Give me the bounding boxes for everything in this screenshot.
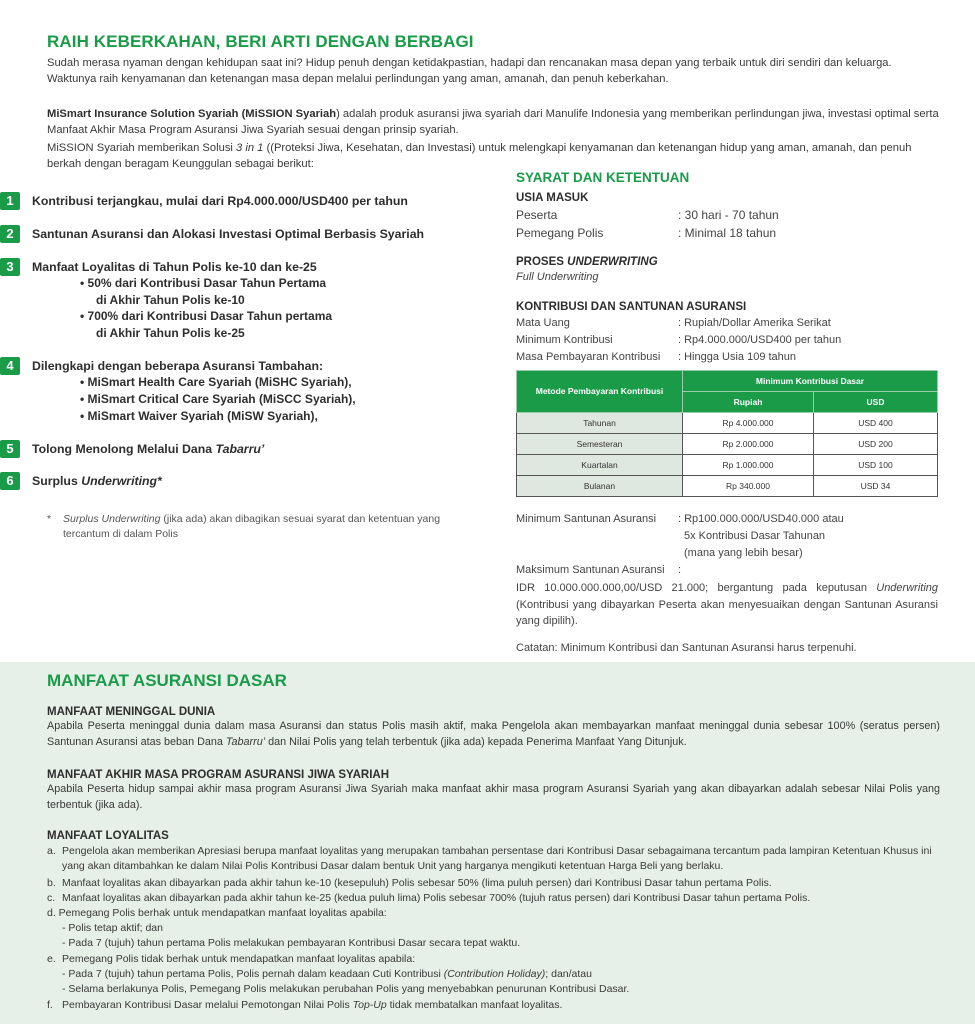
list-item: c. Manfaat loyalitas akan dibayarkan pada akhir tahun ke-25 (kedua puluh lima) Polis sebesar 700% (tujuh ratus persen) dari Kontribusi Dasar tahun pertama Polis. (47, 892, 811, 904)
benefit-4-sub-2: • MiSmart Critical Care Syariah (MiSCC Syariah), (80, 392, 356, 406)
usia-title: USIA MASUK (516, 192, 589, 204)
subsection-loyalitas: MANFAAT LOYALITAS (47, 830, 169, 842)
subsection-meninggal: MANFAAT MENINGGAL DUNIA (47, 706, 216, 718)
list-item: - Selama berlakunya Polis, Pemegang Polis melakukan perubahan Polis yang menyebabkan penurunan Kontribusi Dasar. (62, 983, 630, 995)
page-title: RAIH KEBERKAHAN, BERI ARTI DENGAN BERBAGI (47, 32, 474, 51)
paragraph-meninggal: Apabila Peserta meninggal dunia dalam masa Asuransi dan status Polis masih aktif, maka Pengelola akan membayarkan manfaat meninggal dunia sebesar 100% (seratus persen) Santunan Asuransi atas beban Dana Tabarru’ dan Nilai Polis yang telah terbentuk (jika ada) kepada Penerima Manfaat Yang Ditunjuk. (47, 720, 940, 748)
table-row: Semesteran Rp 2.000.000 USD 200 (517, 434, 938, 455)
footnote: * Surplus Underwriting (jika ada) akan dibagikan sesuai syarat dan ketentuan yang tercantum di dalam Polis (47, 513, 441, 541)
list-item: f. Pembayaran Kontribusi Dasar melalui Pemotongan Nilai Polis Top-Up tidak membatalkan manfaat loyalitas. (47, 999, 563, 1011)
subsection-akhir-masa: MANFAAT AKHIR MASA PROGRAM ASURANSI JIWA SYARIAH (47, 769, 390, 781)
intro-paragraph-2: MiSmart Insurance Solution Syariah (MiSSION Syariah) adalah produk asuransi jiwa syariah dari Manulife Indonesia yang memberikan perlindungan jiwa, investasi optimal serta Manfaat Akhir Masa Program Asuransi Jiwa Syariah sesuai dengan prinsip syariah. (47, 108, 939, 137)
table-row: Tahunan Rp 4.000.000 USD 400 (517, 413, 938, 434)
product-name: MiSmart Insurance Solution Syariah (MiSSION Syariah (47, 108, 337, 120)
benefit-4-sub-1: • MiSmart Health Care Syariah (MiSHC Syariah), (80, 375, 352, 389)
max-santunan-text: IDR 10.000.000.000,00/USD 21.000; bergantung pada keputusan Underwriting (Kontribusi yang dibayarkan Peserta akan menyesuaikan dengan Santunan Asuransi yang dipilih). (516, 582, 938, 627)
list-item: - Polis tetap aktif; dan (62, 922, 163, 934)
contribution-table: Metode Pembayaran Kontribusi Minimum Kontribusi Dasar Rupiah USD Tahunan Rp 4.000.000 USD 400 Semesteran Rp 2.000.000 USD 200 Kuartalan Rp 1.000.000 USD 100 Bulanan Rp 340.000 USD 34 (516, 370, 938, 497)
catatan: Catatan: Minimum Kontribusi dan Santunan Asuransi harus terpenuhi. (516, 642, 857, 654)
section-title-manfaat: MANFAAT ASURANSI DASAR (47, 671, 287, 690)
benefit-3-sub-3: • 700% dari Kontribusi Dasar Tahun pertama (80, 309, 333, 323)
list-item: - Pada 7 (tujuh) tahun pertama Polis melakukan pembayaran Kontribusi Dasar secara tepat waktu. (62, 937, 521, 949)
proses-title: PROSES UNDERWRITING (516, 256, 658, 268)
intro-paragraph-1: Sudah merasa nyaman dengan kehidupan saat ini? Hidup penuh dengan ketidakpastian, hadapi dan rencanakan masa depan yang terbaik untuk diri sendiri dan keluarga. Waktunya raih kenyamanan dan ketenangan masa depan melalui perlindungan yang aman, amanah, dan penuh keberkahan. (47, 57, 892, 86)
benefit-3-sub-4: di Akhir Tahun Polis ke-25 (96, 326, 245, 340)
table-row: Bulanan Rp 340.000 USD 34 (517, 476, 938, 497)
paragraph-akhir-masa: Apabila Peserta hidup sampai akhir masa program Asuransi Jiwa Syariah maka manfaat akhir masa program Asuransi Syariah yang akan dibayarkan adalah sebesar Nilai Polis yang terbentuk (jika ada). (47, 783, 940, 811)
list-item: b. Manfaat loyalitas akan dibayarkan pada akhir tahun ke-10 (kesepuluh) Polis sebesar 50% (lima puluh persen) dari Kontribusi Dasar tahun pertama Polis. (47, 877, 772, 889)
intro-paragraph-3: MiSSION Syariah memberikan Solusi 3 in 1 ((Proteksi Jiwa, Kesehatan, dan Investasi) untuk melengkapi kenyamanan dan ketenangan hidup yang aman, amanah, dan penuh berkah dengan beragam Keunggulan sebagai berikut: (47, 142, 912, 171)
table-row: Kuartalan Rp 1.000.000 USD 100 (517, 455, 938, 476)
benefit-4-sub-3: • MiSmart Waiver Syariah (MiSW Syariah), (80, 409, 318, 423)
list-item: - Pada 7 (tujuh) tahun pertama Polis, Polis pernah dalam keadaan Cuti Kontribusi (Contribution Holiday); dan/atau (62, 968, 592, 980)
kontribusi-title: KONTRIBUSI DAN SANTUNAN ASURANSI (516, 301, 747, 313)
benefit-3-sub-2: di Akhir Tahun Polis ke-10 (96, 293, 245, 307)
list-item: a. Pengelola akan memberikan Apresiasi berupa manfaat loyalitas yang merupakan tambahan persentase dari Kontribusi Dasar sebagaimana tercantum pada lampiran Ketentuan Khusus ini yang akan ditambahkan ke dalam Nilai Polis Kontribusi Dasar dalam bentuk Unit yang harganya mengikuti ketentuan Harga Beli yang berlaku. (47, 845, 932, 873)
list-item: d. Pemegang Polis berhak untuk mendapatkan manfaat loyalitas apabila: (47, 907, 387, 919)
terms-title: SYARAT DAN KETENTUAN (516, 170, 690, 185)
list-item: e. Pemegang Polis tidak berhak untuk mendapatkan manfaat loyalitas apabila: (47, 953, 416, 965)
benefit-3-sub-1: • 50% dari Kontribusi Dasar Tahun Pertama (80, 276, 327, 290)
